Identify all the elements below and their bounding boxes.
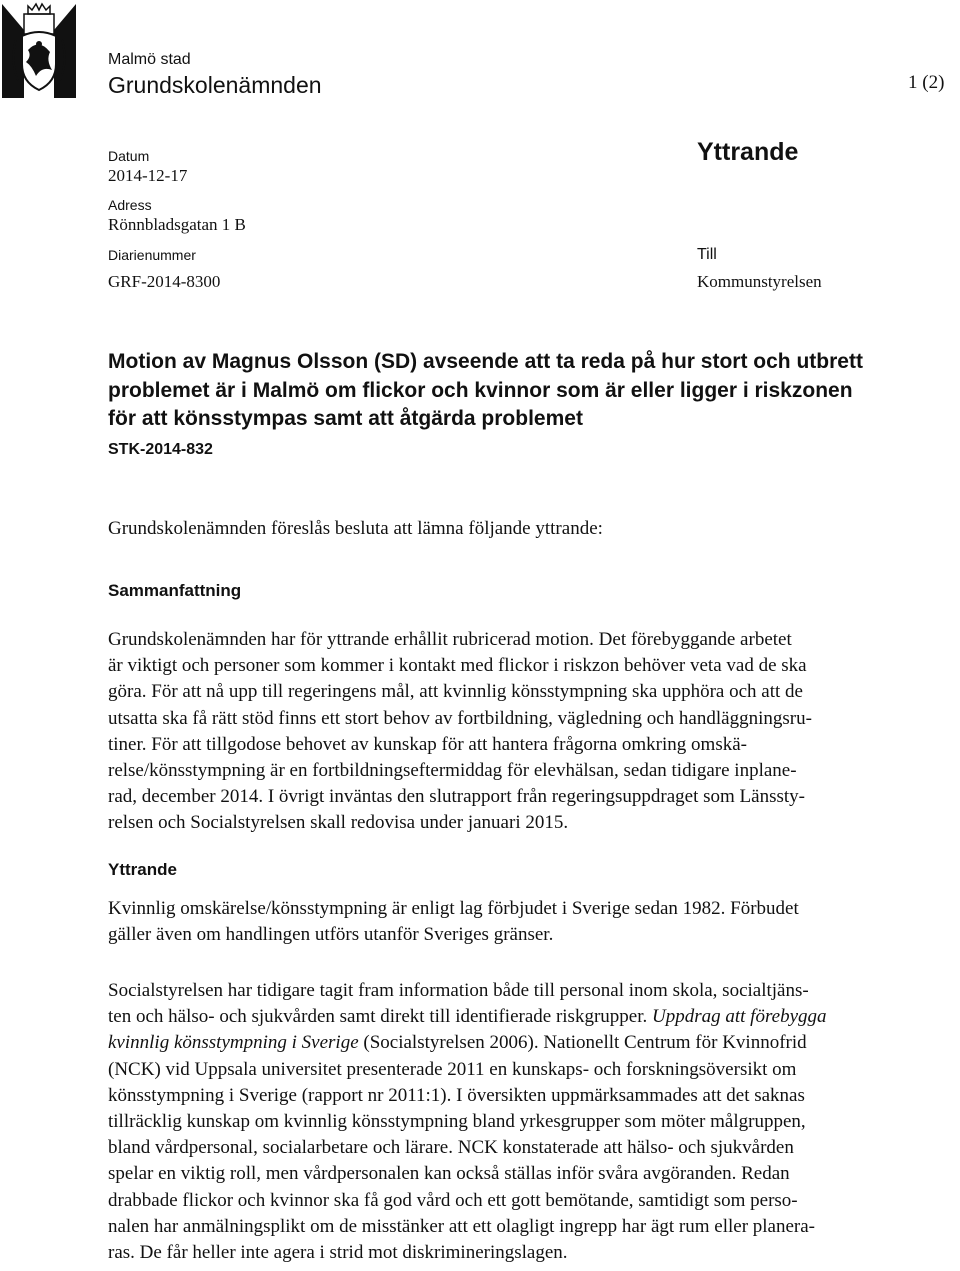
text-line: är viktigt och personer som kommer i kontakt med flickor i riskzon behöver veta vad de ska (108, 655, 807, 677)
text-line: tillräcklig kunskap om kvinnlig könsstympning bland yrkesgrupper som möter målgruppen, (108, 1110, 806, 1132)
text-line: ras. De får heller inte agera i strid mot diskrimineringslagen. (108, 1241, 568, 1263)
statement-paragraph-2 (108, 978, 953, 1266)
document-type: Yttrande (697, 138, 799, 166)
text-segment: ten och hälso- och sjukvården samt direkt till identifierade riskgrupper. (108, 1006, 652, 1028)
address-label: Adress (108, 197, 152, 213)
text-line: (NCK) vid Uppsala universitet presenterade 2011 en kunskaps- och forskningsöversikt om (108, 1058, 797, 1080)
text-line: göra. För att nå upp till regeringens mål, att kvinnlig könsstympning ska upphöra och att de (108, 681, 803, 703)
text-line: Kvinnlig omskärelse/könsstympning är enligt lag förbjudet i Sverige sedan 1982. Förbudet (108, 898, 799, 919)
reg-number-value: GRF-2014-8300 (108, 272, 221, 291)
subject-title (108, 348, 960, 434)
date-label: Datum (108, 148, 150, 164)
text-line: relse/könsstympning är en fortbildningseftermiddag för elevhälsan, sedan tidigare inplane- (108, 759, 797, 781)
text-line: drabbade flickor och kvinnor ska få god vård och ett gott bemötande, samtidigt som perso- (108, 1189, 798, 1211)
subject-line: Motion av Magnus Olsson (SD) avseende att ta reda på hur stort och utbrett (108, 350, 863, 373)
text-line: utsatta ska få rätt stöd finns ett stort behov av fortbildning, vägledning och handläggningsru- (108, 707, 812, 729)
subject-line: problemet är i Malmö om flickor och kvinnor som är eller ligger i riskzonen (108, 378, 853, 402)
reg-number-label: Diarienummer (108, 247, 196, 263)
text-line (108, 1004, 953, 1030)
address-value: Rönnbladsgatan 1 B (108, 215, 246, 234)
report-title-italic: kvinnlig könsstympning i Sverige (108, 1032, 359, 1054)
case-id: STK-2014-832 (108, 441, 213, 458)
date-value: 2014-12-17 (108, 166, 188, 185)
text-line: gäller även om handlingen utförs utanför Sveriges gränser. (108, 924, 554, 946)
text-line: Grundskolenämnden har för yttrande erhållit rubricerad motion. Det förebyggande arbetet (108, 629, 792, 650)
text-line: spelar en viktig roll, men vårdpersonalen kan också ställas inför svåra avgöranden. Redan (108, 1163, 790, 1185)
page-number: 1 (2) (908, 72, 945, 93)
text-line: relsen och Socialstyrelsen skall redovisa under januari 2015. (108, 812, 569, 834)
text-line: Socialstyrelsen har tidigare tagit fram information både till personal inom skola, socialtjäns- (108, 980, 809, 1001)
text-line: tiner. För att tillgodose behovet av kunskap för att hantera frågorna omkring omskä- (108, 733, 747, 755)
recipient-label: Till (697, 246, 717, 263)
statement-paragraph-1 (108, 896, 953, 948)
text-line: nalen har anmälningsplikt om de misstänker att ett olagligt ingrepp har ägt rum eller planera- (108, 1215, 815, 1237)
summary-heading: Sammanfattning (108, 581, 242, 600)
text-line (108, 1030, 953, 1056)
recipient-value: Kommunstyrelsen (697, 272, 822, 291)
subject-line: för att könsstympas samt att åtgärda problemet (108, 407, 583, 430)
text-line: bland vårdpersonal, socialarbetare och lärare. NCK konstaterade att hälso- och sjukvården (108, 1137, 794, 1159)
text-segment: (Socialstyrelsen 2006). Nationellt Centrum för Kvinnofrid (358, 1032, 807, 1054)
summary-paragraph (108, 627, 953, 837)
text-line: könsstympning i Sverige (rapport nr 2011:1). I översikten uppmärksammades att det saknas (108, 1084, 805, 1106)
org-name: Grundskolenämnden (108, 72, 322, 98)
statement-heading: Yttrande (108, 860, 177, 879)
org-small-name: Malmö stad (108, 51, 191, 68)
malmo-coat-of-arms-icon (2, 0, 76, 98)
report-title-italic: Uppdrag att förebygga (652, 1006, 827, 1028)
proposal-text: Grundskolenämnden föreslås besluta att lämna följande yttrande: (108, 518, 603, 539)
text-line: rad, december 2014. I övrigt inväntas den slutrapport från regeringsuppdraget som Länssty- (108, 786, 805, 808)
